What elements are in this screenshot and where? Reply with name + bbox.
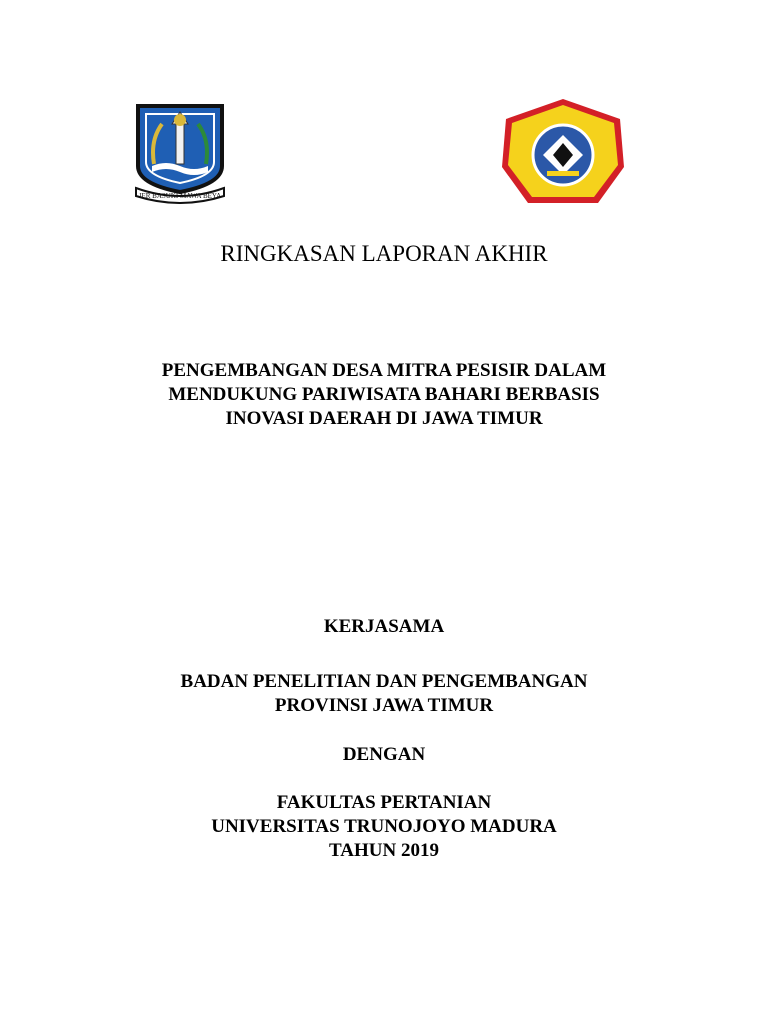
report-title: RINGKASAN LAPORAN AKHIR (220, 241, 548, 266)
research-title-line: INOVASI DAERAH DI JAWA TIMUR (225, 408, 543, 429)
jawa-timur-logo (132, 100, 228, 204)
faculty-block (0, 791, 768, 863)
faculty-line: FAKULTAS PERTANIAN (276, 792, 492, 813)
research-title (0, 359, 768, 431)
cooperation-label: KERJASAMA (323, 616, 445, 637)
connector-label: DENGAN (342, 744, 426, 765)
agency-line: PROVINSI JAWA TIMUR (274, 695, 494, 716)
university-line: UNIVERSITAS TRUNOJOYO MADURA (211, 816, 557, 837)
agency-line: BADAN PENELITIAN DAN PENGEMBANGAN (180, 671, 588, 692)
research-title-line: MENDUKUNG PARIWISATA BAHARI BERBASIS (168, 384, 600, 405)
agency-block (0, 670, 768, 718)
trunojoyo-university-logo (500, 97, 626, 209)
research-title-line: PENGEMBANGAN DESA MITRA PESISIR DALAM (161, 360, 607, 381)
logo-banner-text: JER BASUKI MAWA BEYA (138, 192, 222, 200)
year-line: TAHUN 2019 (329, 840, 439, 861)
